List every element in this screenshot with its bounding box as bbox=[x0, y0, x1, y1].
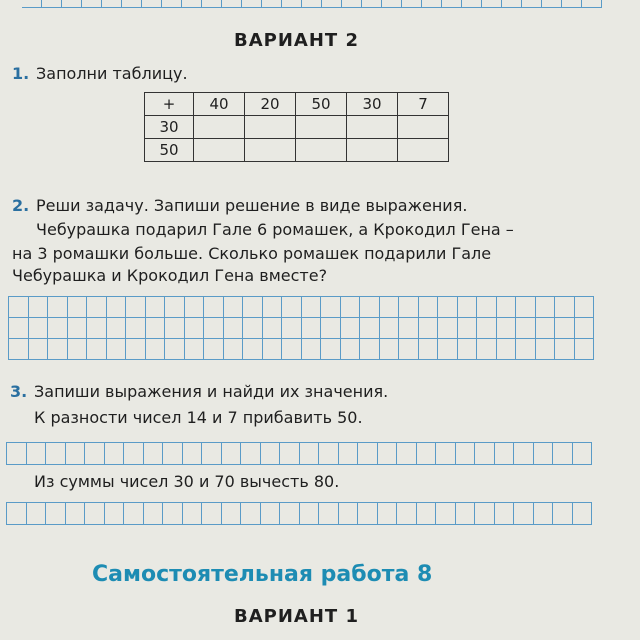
table-header-row bbox=[145, 93, 449, 116]
grid-cell[interactable] bbox=[438, 297, 458, 318]
grid-cell[interactable] bbox=[456, 503, 476, 525]
grid-cell[interactable] bbox=[9, 318, 29, 339]
grid-cell[interactable] bbox=[126, 318, 146, 339]
grid-cell[interactable] bbox=[358, 503, 378, 525]
task3-part1: К разности чисел 14 и 7 прибавить 50. bbox=[34, 408, 363, 427]
grid-cell[interactable] bbox=[419, 318, 439, 339]
grid-cell[interactable] bbox=[261, 503, 281, 525]
grid-cell[interactable] bbox=[475, 443, 495, 465]
grid-cell[interactable] bbox=[382, 0, 402, 8]
grid-cell[interactable] bbox=[85, 503, 105, 525]
grid-cell[interactable] bbox=[341, 339, 361, 360]
grid-cell[interactable] bbox=[536, 318, 556, 339]
grid-cell[interactable] bbox=[182, 0, 202, 8]
grid-cell[interactable] bbox=[436, 443, 456, 465]
grid-cell[interactable] bbox=[7, 503, 27, 525]
grid-cell[interactable] bbox=[9, 339, 29, 360]
grid-cell[interactable] bbox=[243, 339, 263, 360]
grid-cell[interactable] bbox=[66, 443, 86, 465]
grid-cell[interactable] bbox=[68, 339, 88, 360]
grid-cell[interactable] bbox=[321, 297, 341, 318]
grid-cell[interactable] bbox=[514, 503, 534, 525]
table-empty-cell[interactable] bbox=[245, 116, 296, 139]
grid-cell[interactable] bbox=[9, 297, 29, 318]
grid-cell[interactable] bbox=[202, 0, 222, 8]
grid-cell[interactable] bbox=[397, 503, 417, 525]
grid-cell[interactable] bbox=[438, 339, 458, 360]
grid-cell[interactable] bbox=[107, 318, 127, 339]
table-empty-cell[interactable] bbox=[347, 116, 398, 139]
grid-cell[interactable] bbox=[553, 443, 573, 465]
grid-cell[interactable] bbox=[263, 297, 283, 318]
grid-cell[interactable] bbox=[422, 0, 442, 8]
grid-cell[interactable] bbox=[87, 339, 107, 360]
grid-cell[interactable] bbox=[185, 339, 205, 360]
grid-cell[interactable] bbox=[358, 443, 378, 465]
grid-cell[interactable] bbox=[224, 297, 244, 318]
table-empty-cell[interactable] bbox=[398, 139, 449, 162]
grid-cell[interactable] bbox=[68, 318, 88, 339]
grid-cell[interactable] bbox=[222, 503, 242, 525]
grid-cell[interactable] bbox=[122, 0, 142, 8]
grid-cell[interactable] bbox=[124, 503, 144, 525]
grid-cell[interactable] bbox=[399, 318, 419, 339]
grid-cell[interactable] bbox=[124, 443, 144, 465]
grid-cell[interactable] bbox=[185, 297, 205, 318]
grid-cell[interactable] bbox=[87, 318, 107, 339]
task2-problem-line3: Чебурашка и Крокодил Гена вместе? bbox=[12, 266, 328, 285]
grid-cell[interactable] bbox=[302, 339, 322, 360]
table-corner-cell: + bbox=[145, 93, 194, 116]
grid-cell[interactable] bbox=[222, 443, 242, 465]
table-row bbox=[145, 116, 449, 139]
grid-cell[interactable] bbox=[534, 443, 554, 465]
grid-cell[interactable] bbox=[462, 0, 482, 8]
grid-cell[interactable] bbox=[48, 297, 68, 318]
grid-cell[interactable] bbox=[243, 297, 263, 318]
grid-cell[interactable] bbox=[243, 318, 263, 339]
grid-cell[interactable] bbox=[282, 0, 302, 8]
grid-cell[interactable] bbox=[162, 0, 182, 8]
table-row bbox=[145, 139, 449, 162]
grid-cell[interactable] bbox=[417, 503, 437, 525]
grid-cell[interactable] bbox=[378, 503, 398, 525]
grid-cell[interactable] bbox=[575, 318, 595, 339]
grid-cell[interactable] bbox=[553, 503, 573, 525]
grid-cell[interactable] bbox=[105, 443, 125, 465]
table-empty-cell[interactable] bbox=[245, 139, 296, 162]
task1-number: 1. bbox=[12, 64, 30, 83]
grid-cell[interactable] bbox=[280, 503, 300, 525]
grid-cell[interactable] bbox=[263, 339, 283, 360]
grid-cell[interactable] bbox=[282, 318, 302, 339]
table-column-header: 30 bbox=[347, 93, 398, 116]
table-empty-cell[interactable] bbox=[296, 139, 347, 162]
grid-cell[interactable] bbox=[142, 0, 162, 8]
task2-answer-grid[interactable] bbox=[8, 296, 594, 360]
task3-part2: Из суммы чисел 30 и 70 вычесть 80. bbox=[34, 472, 340, 491]
grid-cell[interactable] bbox=[144, 443, 164, 465]
grid-cell[interactable] bbox=[555, 297, 575, 318]
addition-table bbox=[144, 92, 449, 162]
grid-cell[interactable] bbox=[438, 318, 458, 339]
grid-cell[interactable] bbox=[341, 318, 361, 339]
grid-cell[interactable] bbox=[555, 318, 575, 339]
grid-cell[interactable] bbox=[241, 503, 261, 525]
table-empty-cell[interactable] bbox=[296, 116, 347, 139]
grid-cell[interactable] bbox=[575, 339, 595, 360]
grid-cell[interactable] bbox=[66, 503, 86, 525]
grid-cell[interactable] bbox=[68, 297, 88, 318]
grid-cell[interactable] bbox=[165, 297, 185, 318]
grid-cell[interactable] bbox=[144, 503, 164, 525]
grid-cell[interactable] bbox=[516, 297, 536, 318]
section-title: Самостоятельная работа 8 bbox=[92, 562, 433, 587]
grid-cell[interactable] bbox=[536, 339, 556, 360]
grid-cell[interactable] bbox=[82, 0, 102, 8]
grid-cell[interactable] bbox=[482, 0, 502, 8]
grid-cell[interactable] bbox=[107, 339, 127, 360]
grid-cell[interactable] bbox=[495, 443, 515, 465]
grid-cell[interactable] bbox=[419, 297, 439, 318]
grid-cell[interactable] bbox=[165, 318, 185, 339]
grid-cell[interactable] bbox=[442, 0, 462, 8]
grid-cell[interactable] bbox=[224, 339, 244, 360]
grid-cell[interactable] bbox=[302, 318, 322, 339]
table-column-header: 20 bbox=[245, 93, 296, 116]
grid-cell[interactable] bbox=[185, 318, 205, 339]
grid-cell[interactable] bbox=[380, 339, 400, 360]
grid-cell[interactable] bbox=[48, 339, 68, 360]
top-answer-grid bbox=[22, 0, 602, 8]
table-column-header: 40 bbox=[194, 93, 245, 116]
grid-cell[interactable] bbox=[163, 443, 183, 465]
grid-cell[interactable] bbox=[46, 503, 66, 525]
grid-cell[interactable] bbox=[339, 503, 359, 525]
grid-cell[interactable] bbox=[534, 503, 554, 525]
grid-cell[interactable] bbox=[107, 297, 127, 318]
grid-cell[interactable] bbox=[202, 503, 222, 525]
grid-cell[interactable] bbox=[562, 0, 582, 8]
grid-cell[interactable] bbox=[402, 0, 422, 8]
table-column-header: 50 bbox=[296, 93, 347, 116]
grid-cell[interactable] bbox=[573, 443, 593, 465]
grid-cell[interactable] bbox=[516, 339, 536, 360]
grid-cell[interactable] bbox=[516, 318, 536, 339]
grid-cell[interactable] bbox=[458, 339, 478, 360]
grid-cell[interactable] bbox=[339, 443, 359, 465]
table-column-header: 7 bbox=[398, 93, 449, 116]
grid-cell[interactable] bbox=[280, 443, 300, 465]
table-row-header: 50 bbox=[145, 139, 194, 162]
grid-cell[interactable] bbox=[300, 443, 320, 465]
grid-cell[interactable] bbox=[282, 297, 302, 318]
grid-cell[interactable] bbox=[62, 0, 82, 8]
grid-cell[interactable] bbox=[163, 503, 183, 525]
grid-cell[interactable] bbox=[87, 297, 107, 318]
grid-cell[interactable] bbox=[7, 443, 27, 465]
grid-cell[interactable] bbox=[582, 0, 602, 8]
grid-cell[interactable] bbox=[497, 318, 517, 339]
grid-cell[interactable] bbox=[542, 0, 562, 8]
grid-cell[interactable] bbox=[29, 339, 49, 360]
grid-cell[interactable] bbox=[360, 318, 380, 339]
grid-cell[interactable] bbox=[146, 318, 166, 339]
table-empty-cell[interactable] bbox=[194, 116, 245, 139]
grid-cell[interactable] bbox=[183, 503, 203, 525]
grid-cell[interactable] bbox=[575, 297, 595, 318]
grid-cell[interactable] bbox=[302, 0, 322, 8]
grid-cell[interactable] bbox=[302, 297, 322, 318]
table-empty-cell[interactable] bbox=[194, 139, 245, 162]
task3-number: 3. bbox=[10, 382, 28, 401]
grid-cell[interactable] bbox=[27, 443, 47, 465]
grid-cell[interactable] bbox=[378, 443, 398, 465]
grid-cell[interactable] bbox=[417, 443, 437, 465]
grid-cell[interactable] bbox=[341, 297, 361, 318]
grid-cell[interactable] bbox=[399, 339, 419, 360]
task2-problem-line1: Чебурашка подарил Гале 6 ромашек, а Крокодил Гена – bbox=[36, 220, 514, 239]
grid-cell[interactable] bbox=[536, 297, 556, 318]
grid-cell[interactable] bbox=[29, 297, 49, 318]
grid-cell[interactable] bbox=[555, 339, 575, 360]
grid-cell[interactable] bbox=[126, 339, 146, 360]
variant-heading-bottom: ВАРИАНТ 1 bbox=[234, 606, 359, 627]
grid-cell[interactable] bbox=[224, 318, 244, 339]
task2-number: 2. bbox=[12, 196, 30, 215]
grid-cell[interactable] bbox=[399, 297, 419, 318]
grid-cell[interactable] bbox=[477, 318, 497, 339]
grid-cell[interactable] bbox=[475, 503, 495, 525]
grid-cell[interactable] bbox=[458, 318, 478, 339]
grid-cell[interactable] bbox=[146, 339, 166, 360]
grid-cell[interactable] bbox=[222, 0, 242, 8]
grid-cell[interactable] bbox=[497, 339, 517, 360]
grid-cell[interactable] bbox=[48, 318, 68, 339]
grid-cell[interactable] bbox=[497, 297, 517, 318]
grid-cell[interactable] bbox=[380, 297, 400, 318]
grid-cell[interactable] bbox=[360, 339, 380, 360]
grid-cell[interactable] bbox=[242, 0, 262, 8]
grid-cell[interactable] bbox=[46, 443, 66, 465]
grid-cell[interactable] bbox=[456, 443, 476, 465]
grid-cell[interactable] bbox=[29, 318, 49, 339]
table-empty-cell[interactable] bbox=[347, 139, 398, 162]
grid-cell[interactable] bbox=[419, 339, 439, 360]
grid-cell[interactable] bbox=[380, 318, 400, 339]
table-row-header: 30 bbox=[145, 116, 194, 139]
grid-cell[interactable] bbox=[183, 443, 203, 465]
grid-cell[interactable] bbox=[126, 297, 146, 318]
grid-cell[interactable] bbox=[263, 318, 283, 339]
grid-cell[interactable] bbox=[360, 297, 380, 318]
grid-cell[interactable] bbox=[502, 0, 522, 8]
grid-cell[interactable] bbox=[477, 297, 497, 318]
task1-text: Заполни таблицу. bbox=[36, 64, 188, 83]
grid-cell[interactable] bbox=[204, 318, 224, 339]
grid-cell[interactable] bbox=[342, 0, 362, 8]
grid-cell[interactable] bbox=[105, 503, 125, 525]
grid-cell[interactable] bbox=[102, 0, 122, 8]
grid-cell[interactable] bbox=[27, 503, 47, 525]
grid-cell[interactable] bbox=[319, 443, 339, 465]
grid-cell[interactable] bbox=[282, 339, 302, 360]
grid-cell[interactable] bbox=[204, 297, 224, 318]
table-empty-cell[interactable] bbox=[398, 116, 449, 139]
task3-answer-grid-2[interactable] bbox=[6, 502, 592, 525]
grid-cell[interactable] bbox=[146, 297, 166, 318]
grid-cell[interactable] bbox=[261, 443, 281, 465]
grid-cell[interactable] bbox=[458, 297, 478, 318]
grid-cell[interactable] bbox=[241, 443, 261, 465]
grid-cell[interactable] bbox=[204, 339, 224, 360]
grid-cell[interactable] bbox=[477, 339, 497, 360]
grid-cell[interactable] bbox=[202, 443, 222, 465]
task3-answer-grid-1[interactable] bbox=[6, 442, 592, 465]
task2-problem-line2: на 3 ромашки больше. Сколько ромашек подарили Гале bbox=[12, 244, 492, 263]
grid-cell[interactable] bbox=[322, 0, 342, 8]
grid-cell[interactable] bbox=[362, 0, 382, 8]
grid-cell[interactable] bbox=[495, 503, 515, 525]
grid-cell[interactable] bbox=[22, 0, 42, 8]
grid-cell[interactable] bbox=[321, 339, 341, 360]
grid-cell[interactable] bbox=[514, 443, 534, 465]
grid-cell[interactable] bbox=[321, 318, 341, 339]
grid-cell[interactable] bbox=[573, 503, 593, 525]
grid-cell[interactable] bbox=[85, 443, 105, 465]
grid-cell[interactable] bbox=[522, 0, 542, 8]
grid-cell[interactable] bbox=[262, 0, 282, 8]
grid-cell[interactable] bbox=[300, 503, 320, 525]
task3-instruction: Запиши выражения и найди их значения. bbox=[34, 382, 389, 401]
variant-heading: ВАРИАНТ 2 bbox=[234, 30, 359, 51]
grid-cell[interactable] bbox=[165, 339, 185, 360]
grid-cell[interactable] bbox=[436, 503, 456, 525]
grid-cell[interactable] bbox=[319, 503, 339, 525]
grid-cell[interactable] bbox=[42, 0, 62, 8]
task2-instruction: Реши задачу. Запиши решение в виде выражения. bbox=[36, 196, 468, 215]
grid-cell[interactable] bbox=[397, 443, 417, 465]
